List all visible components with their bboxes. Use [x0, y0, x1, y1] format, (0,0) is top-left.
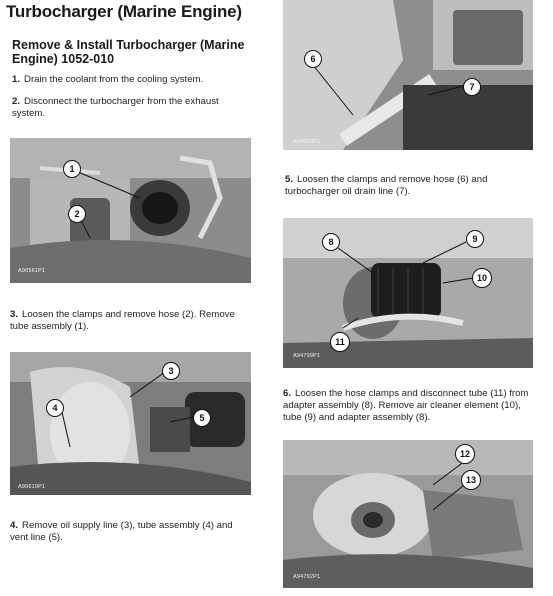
callout-3: 3	[162, 362, 180, 380]
photo-turbo-tube-hose	[10, 138, 251, 283]
step-text: Disconnect the turbocharger from the exhaust system.	[12, 96, 219, 119]
photo-hose-drain-line	[283, 0, 533, 150]
photo-reference-id: A90561P1	[18, 268, 46, 274]
engine-photo-illustration	[283, 0, 533, 150]
step-text: Remove oil supply line (3), tube assembly (4) and vent line (5).	[10, 520, 233, 543]
photo-air-cleaner-adapter	[283, 218, 533, 368]
callout-11: 11	[330, 332, 350, 352]
step-number: 3.	[10, 309, 19, 320]
step-number: 5.	[285, 174, 294, 185]
step-text: Loosen the clamps and remove hose (2). Remove tube assembly (1).	[10, 309, 235, 332]
step-number: 6.	[283, 388, 292, 399]
page-title: Turbocharger (Marine Engine)	[6, 2, 242, 21]
photo-reference-id: A94799P1	[293, 353, 321, 359]
callout-7: 7	[463, 78, 481, 96]
photo-reference-id: A94800P1	[293, 139, 321, 145]
step-text: Drain the coolant from the cooling system.	[24, 74, 204, 85]
engine-photo-illustration	[10, 138, 251, 283]
engine-photo-illustration	[283, 440, 533, 588]
engine-photo-illustration	[10, 352, 251, 495]
callout-10: 10	[472, 268, 492, 288]
step-text: Loosen the hose clamps and disconnect tube (11) from adapter assembly (8). Remove air cleaner element (10), tube (9) and adapter assembly (8).	[283, 388, 529, 423]
step-3	[10, 309, 250, 333]
step-4	[10, 520, 250, 544]
step-number: 4.	[10, 520, 19, 531]
callout-13: 13	[461, 470, 481, 490]
step-5	[285, 174, 525, 198]
step-1	[12, 74, 262, 86]
callout-5: 5	[193, 409, 211, 427]
section-heading: Remove & Install Turbocharger (Marine Engine) 1052-010	[12, 38, 245, 66]
photo-reference-id: A94792P1	[293, 574, 321, 580]
photo-oil-supply-lines	[10, 352, 251, 495]
step-6	[283, 388, 533, 424]
step-text: Loosen the clamps and remove hose (6) and turbocharger oil drain line (7).	[285, 174, 488, 197]
engine-photo-illustration	[283, 218, 533, 368]
callout-8: 8	[322, 233, 340, 251]
step-2	[12, 96, 237, 120]
callout-4: 4	[46, 399, 64, 417]
callout-6: 6	[304, 50, 322, 68]
step-number: 1.	[12, 74, 21, 85]
callout-2: 2	[68, 205, 86, 223]
photo-reference-id: A90619P1	[18, 484, 46, 490]
callout-12: 12	[455, 444, 475, 464]
photo-turbocharger-mount	[283, 440, 533, 588]
callout-1: 1	[63, 160, 81, 178]
callout-9: 9	[466, 230, 484, 248]
step-number: 2.	[12, 96, 21, 107]
